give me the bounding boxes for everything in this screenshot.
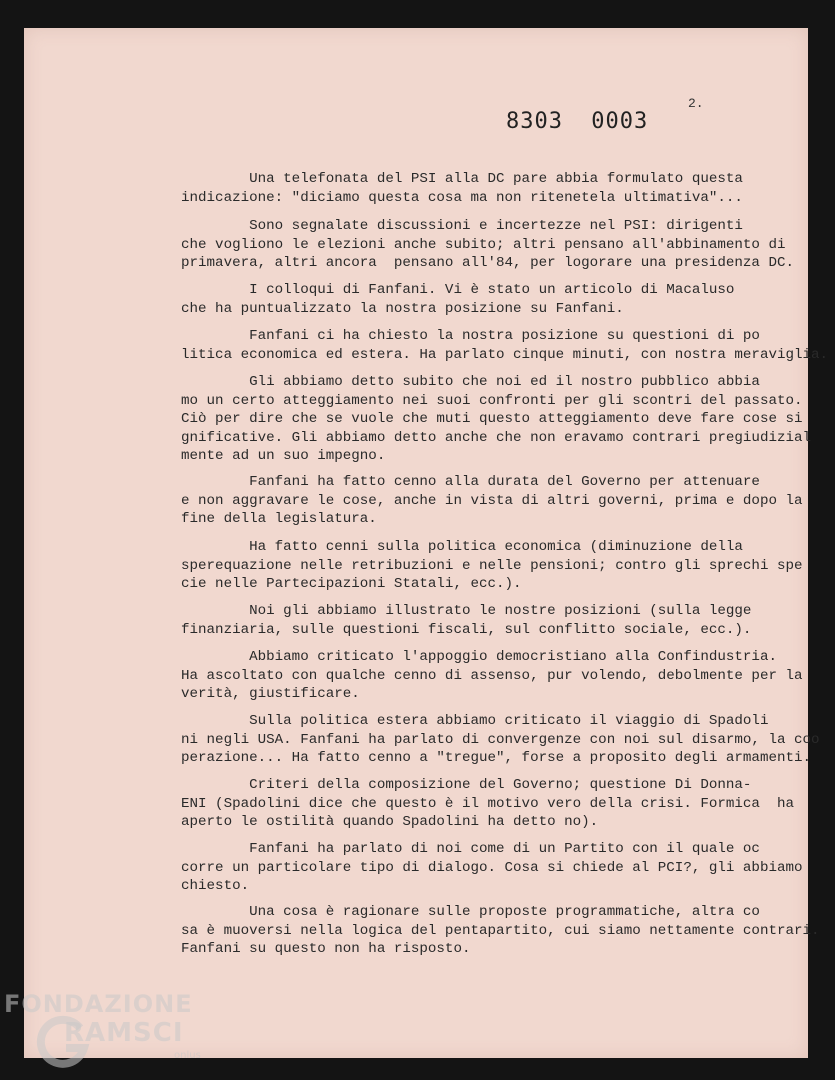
paragraph — [181, 712, 820, 768]
text-line: chiesto. — [181, 878, 250, 895]
text-line: gnificative. Gli abbiamo detto anche che non eravamo contrari pregiudizial — [181, 429, 812, 446]
text-line: indicazione: "diciamo questa cosa ma non ritenetela ultimativa"... — [181, 189, 743, 206]
text-line: ENI (Spadolini dice che questo è il motivo vero della crisi. Formica ha — [181, 795, 794, 812]
text-line: corre un particolare tipo di dialogo. Cosa si chiede al PCI?, gli abbiamo — [181, 859, 803, 876]
text-line: che vogliono le elezioni anche subito; altri pensano all'abbinamento di — [181, 236, 786, 253]
text-line: Sulla politica estera abbiamo criticato il viaggio di Spadoli — [181, 713, 769, 729]
text-line: Abbiamo criticato l'appoggio democristiano alla Confindustria. — [181, 649, 777, 665]
text-line: Ha fatto cenni sulla politica economica (diminuzione della — [181, 539, 743, 555]
text-line: Fanfani ha fatto cenno alla durata del Governo per attenuare — [181, 474, 760, 490]
text-line: verità, giustificare. — [181, 686, 360, 703]
paragraph — [181, 327, 829, 364]
text-line: Fanfani ci ha chiesto la nostra posizione su questioni di po — [181, 328, 760, 344]
watermark-logo — [4, 990, 224, 1080]
text-line: perazione... Ha fatto cenno a "tregue", forse a proposito degli armamenti. — [181, 750, 812, 767]
text-line: Sono segnalate discussioni e incertezze nel PSI: dirigenti — [181, 218, 743, 234]
text-line: cie nelle Partecipazioni Statali, ecc.). — [181, 576, 522, 593]
text-line: mente ad un suo impegno. — [181, 448, 386, 465]
page-number: 2. — [688, 96, 704, 111]
text-line: ni negli USA. Fanfani ha parlato di convergenze con noi sul disarmo, la coo — [181, 731, 820, 748]
text-line: litica economica ed estera. Ha parlato cinque minuti, con nostra meraviglia. — [181, 346, 829, 363]
paragraph — [181, 602, 781, 639]
text-line: fine della legislatura. — [181, 511, 377, 528]
text-line: mo un certo atteggiamento nei suoi confronti per gli scontri del passato. — [181, 392, 803, 409]
text-line: che ha puntualizzato la nostra posizione su Fanfani. — [181, 300, 624, 317]
text-line: Ciò per dire che se vuole che muti questo atteggiamento deve fare cose si — [181, 411, 803, 428]
watermark-suffix: onlus — [174, 1050, 201, 1061]
text-line: sperequazione nelle retribuzioni e nelle pensioni; contro gli sprechi spe — [181, 557, 803, 574]
paragraph — [181, 840, 803, 896]
text-line: I colloqui di Fanfani. Vi è stato un articolo di Macaluso — [181, 282, 735, 298]
watermark-line2: RAMSCI — [64, 1018, 184, 1048]
paragraph — [181, 903, 820, 959]
paragraph — [181, 538, 803, 594]
paragraph — [181, 648, 803, 704]
text-line: Fanfani su questo non ha risposto. — [181, 941, 471, 958]
paragraph — [181, 373, 812, 466]
watermark-line1: FONDAZIONE — [4, 990, 193, 1018]
paragraph — [181, 281, 781, 318]
text-line: Fanfani ha parlato di noi come di un Partito con il quale oc — [181, 841, 760, 857]
paragraph — [181, 473, 803, 529]
text-line: sa è muoversi nella logica del pentapartito, cui siamo nettamente contrari. — [181, 922, 820, 939]
text-line: Gli abbiamo detto subito che noi ed il nostro pubblico abbia — [181, 374, 760, 390]
text-line: finanziaria, sulle questioni fiscali, sul conflitto sociale, ecc.). — [181, 621, 752, 638]
document-code: 8303 0003 — [506, 109, 649, 134]
text-line: Noi gli abbiamo illustrato le nostre posizioni (sulla legge — [181, 603, 752, 619]
text-line: Una cosa è ragionare sulle proposte programmatiche, altra co — [181, 904, 760, 920]
text-line: Ha ascoltato con qualche cenno di assenso, pur volendo, debolmente per la — [181, 667, 803, 684]
paragraph — [181, 776, 794, 832]
paragraph — [181, 217, 794, 273]
text-line: Una telefonata del PSI alla DC pare abbia formulato questa — [181, 171, 743, 187]
text-line: primavera, altri ancora pensano all'84, per logorare una presidenza DC. — [181, 255, 794, 272]
text-line: e non aggravare le cose, anche in vista di altri governi, prima e dopo la — [181, 492, 803, 509]
paragraph — [181, 170, 781, 207]
text-line: Criteri della composizione del Governo; questione Di Donna- — [181, 777, 752, 793]
text-line: aperto le ostilità quando Spadolini ha detto no). — [181, 814, 599, 831]
